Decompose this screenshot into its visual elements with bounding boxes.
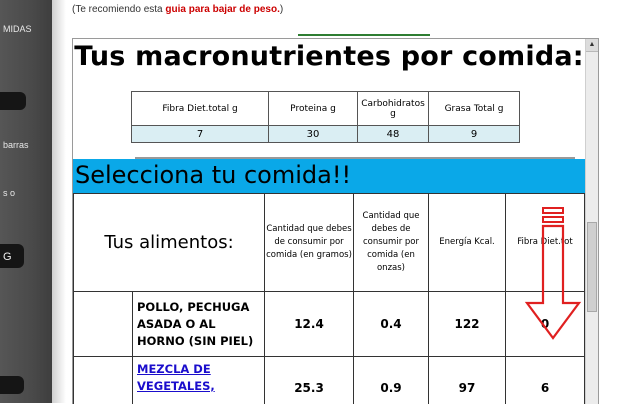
spreadsheet <box>73 39 585 404</box>
spreadsheet-frame <box>72 38 599 404</box>
macro-header: Fibra Diet.total g <box>132 92 269 126</box>
red-down-arrow-annotation <box>521 207 585 342</box>
macro-value[interactable]: 9 <box>429 126 520 143</box>
top-note-suffix: ) <box>280 4 283 15</box>
sidebar <box>0 0 52 403</box>
macro-value[interactable]: 7 <box>132 126 269 143</box>
macro-value[interactable]: 48 <box>358 126 429 143</box>
top-note <box>72 4 283 15</box>
select-meal-banner <box>73 159 585 193</box>
foods-header-fiber: Fibra Diet.tot <box>506 194 585 292</box>
scrollbar-thumb[interactable] <box>587 222 597 312</box>
scroll-up-arrow-icon[interactable]: ▲ <box>586 39 598 52</box>
sidebar-blob <box>0 376 24 394</box>
top-note-prefix: (Te recomiendo esta <box>72 4 165 15</box>
row-spacer <box>74 357 133 404</box>
food-name[interactable]: POLLO, PECHUGA ASADA O AL HORNO (SIN PIEL) <box>133 292 265 357</box>
foods-header-grams: Cantidad que debes de consumir por comida (en gramos) <box>265 194 354 292</box>
page-title: Tus macronutrientes por comida: <box>73 41 585 72</box>
sidebar-item-comidas[interactable]: MIDAS <box>3 24 32 34</box>
sidebar-blob <box>0 92 26 110</box>
food-ounces[interactable]: 0.9 <box>354 357 429 404</box>
food-fiber[interactable]: 6 <box>506 357 585 404</box>
foods-header-label: Tus alimentos: <box>74 194 265 292</box>
foods-header-ounces: Cantidad que debes de consumir por comida (en onzas) <box>354 194 429 292</box>
sidebar-item-s-o[interactable]: s o <box>3 188 15 198</box>
row-spacer <box>74 292 133 357</box>
select-meal-text: Selecciona tu comida!! <box>75 161 351 189</box>
food-ounces[interactable]: 0.4 <box>354 292 429 357</box>
foods-header-kcal: Energía Kcal. <box>429 194 506 292</box>
vertical-scrollbar[interactable] <box>585 39 598 404</box>
weight-loss-guide-link[interactable]: guia para bajar de peso. <box>165 4 279 15</box>
food-grams[interactable]: 25.3 <box>265 357 354 404</box>
food-grams[interactable]: 12.4 <box>265 292 354 357</box>
macros-table <box>131 91 520 143</box>
macro-header: Carbohidratos g <box>358 92 429 126</box>
food-kcal[interactable]: 122 <box>429 292 506 357</box>
macro-value[interactable]: 30 <box>269 126 358 143</box>
food-name-link[interactable]: MEZCLA DE VEGETALES, <box>133 357 265 404</box>
macro-header: Proteina g <box>269 92 358 126</box>
green-divider <box>298 34 430 36</box>
foods-table <box>73 193 585 404</box>
sidebar-shadow <box>52 0 66 403</box>
sidebar-item-g[interactable]: G <box>3 251 12 263</box>
food-kcal[interactable]: 97 <box>429 357 506 404</box>
macro-header: Grasa Total g <box>429 92 520 126</box>
food-fiber[interactable]: 0 <box>506 292 585 357</box>
sidebar-item-barras[interactable]: barras <box>3 140 29 150</box>
